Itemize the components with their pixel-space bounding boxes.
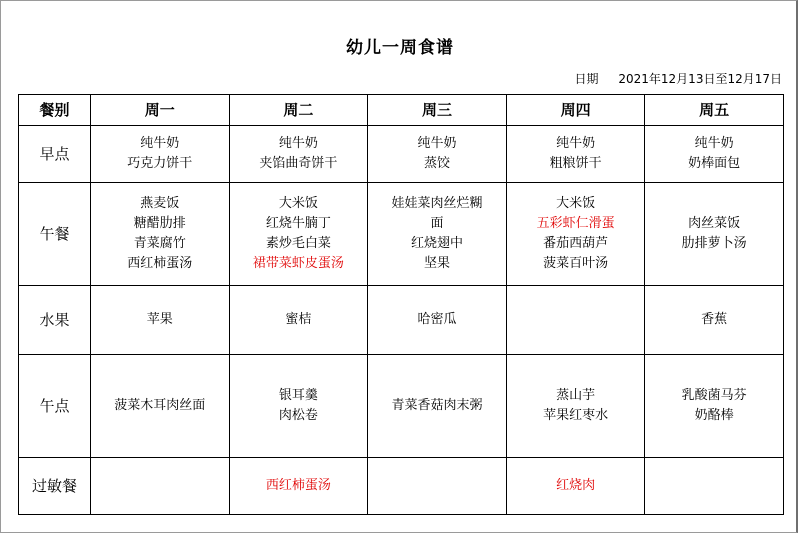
fruit-row	[19, 286, 784, 355]
dish: 巧克力饼干	[127, 156, 193, 171]
dish: 哈密瓜	[417, 312, 457, 327]
breakfast-tue-cell	[229, 126, 368, 183]
row-label-snack: 午点	[19, 355, 91, 458]
snack-fri-cell	[645, 355, 784, 458]
dish: 银耳羹	[278, 388, 318, 403]
dish: 青菜腐竹	[133, 236, 186, 251]
dish: 肉松卷	[278, 408, 318, 423]
lunch-tue-cell	[229, 183, 368, 286]
breakfast-wed-cell	[368, 126, 507, 183]
header-day-wed: 周三	[368, 95, 507, 126]
dish-highlight: 五彩虾仁滑蛋	[536, 216, 615, 231]
dish-highlight: 西红柿蛋汤	[265, 478, 331, 493]
allergy-mon-cell	[91, 458, 230, 515]
dish: 大米饭	[556, 196, 596, 211]
date-line	[575, 70, 782, 87]
row-label-lunch: 午餐	[19, 183, 91, 286]
dish: 蜜桔	[285, 312, 312, 327]
dish: 素炒毛白菜	[265, 236, 331, 251]
dish: 纯牛奶	[556, 136, 596, 151]
lunch-row	[19, 183, 784, 286]
snack-mon-cell	[91, 355, 230, 458]
date-range: 2021年12月13日至12月17日	[618, 72, 782, 86]
fruit-thu-cell	[506, 286, 645, 355]
row-label-allergy: 过敏餐	[19, 458, 91, 515]
dish: 纯牛奶	[278, 136, 318, 151]
allergy-fri-cell	[645, 458, 784, 515]
dish: 夹馅曲奇饼干	[259, 156, 338, 171]
fruit-fri-cell	[645, 286, 784, 355]
dish: 燕麦饭	[140, 196, 180, 211]
dish: 肋排萝卜汤	[681, 236, 747, 251]
dish: 菠菜百叶汤	[543, 256, 609, 271]
dish: 面	[430, 216, 444, 231]
dish: 娃娃菜肉丝烂糊	[391, 196, 483, 211]
dish: 蒸山芋	[556, 388, 596, 403]
header-day-thu: 周四	[506, 95, 645, 126]
snack-tue-cell	[229, 355, 368, 458]
snack-row	[19, 355, 784, 458]
fruit-tue-cell	[229, 286, 368, 355]
breakfast-row	[19, 126, 784, 183]
lunch-wed-cell	[368, 183, 507, 286]
dish: 纯牛奶	[140, 136, 180, 151]
allergy-tue-cell	[229, 458, 368, 515]
dish: 苹果红枣水	[543, 408, 609, 423]
dish: 纯牛奶	[694, 136, 734, 151]
snack-wed-cell	[368, 355, 507, 458]
dish: 红烧牛腩丁	[265, 216, 331, 231]
lunch-mon-cell	[91, 183, 230, 286]
snack-thu-cell	[506, 355, 645, 458]
dish: 西红柿蛋汤	[127, 256, 193, 271]
allergy-wed-cell	[368, 458, 507, 515]
breakfast-thu-cell	[506, 126, 645, 183]
dish: 肉丝菜饭	[688, 216, 741, 231]
dish: 蒸饺	[423, 156, 450, 171]
breakfast-fri-cell	[645, 126, 784, 183]
lunch-thu-cell	[506, 183, 645, 286]
header-day-mon: 周一	[91, 95, 230, 126]
row-label-breakfast: 早点	[19, 126, 91, 183]
dish-highlight: 裙带菜虾皮蛋汤	[252, 256, 344, 271]
allergy-thu-cell	[506, 458, 645, 515]
header-row	[19, 95, 784, 126]
dish: 菠菜木耳肉丝面	[114, 398, 206, 413]
fruit-mon-cell	[91, 286, 230, 355]
row-label-fruit: 水果	[19, 286, 91, 355]
header-day-fri: 周五	[645, 95, 784, 126]
dish: 奶棒面包	[688, 156, 741, 171]
dish: 坚果	[423, 256, 450, 271]
dish: 纯牛奶	[417, 136, 457, 151]
dish: 粗粮饼干	[549, 156, 602, 171]
allergy-row	[19, 458, 784, 515]
dish: 红烧翅中	[410, 236, 463, 251]
dish: 糖醋肋排	[133, 216, 186, 231]
date-label: 日期	[574, 72, 599, 86]
dish-highlight: 红烧肉	[556, 478, 596, 493]
fruit-wed-cell	[368, 286, 507, 355]
dish: 香蕉	[701, 312, 728, 327]
dish: 番茄西葫芦	[543, 236, 609, 251]
lunch-fri-cell	[645, 183, 784, 286]
header-day-tue: 周二	[229, 95, 368, 126]
dish: 大米饭	[278, 196, 318, 211]
dish: 奶酪棒	[694, 408, 734, 423]
breakfast-mon-cell	[91, 126, 230, 183]
page-title: 幼儿一周食谱	[346, 38, 454, 58]
dish: 苹果	[146, 312, 173, 327]
dish: 青菜香菇肉末粥	[391, 398, 483, 413]
menu-table	[18, 94, 784, 515]
dish: 乳酸菌马芬	[681, 388, 747, 403]
header-category: 餐别	[19, 95, 91, 126]
